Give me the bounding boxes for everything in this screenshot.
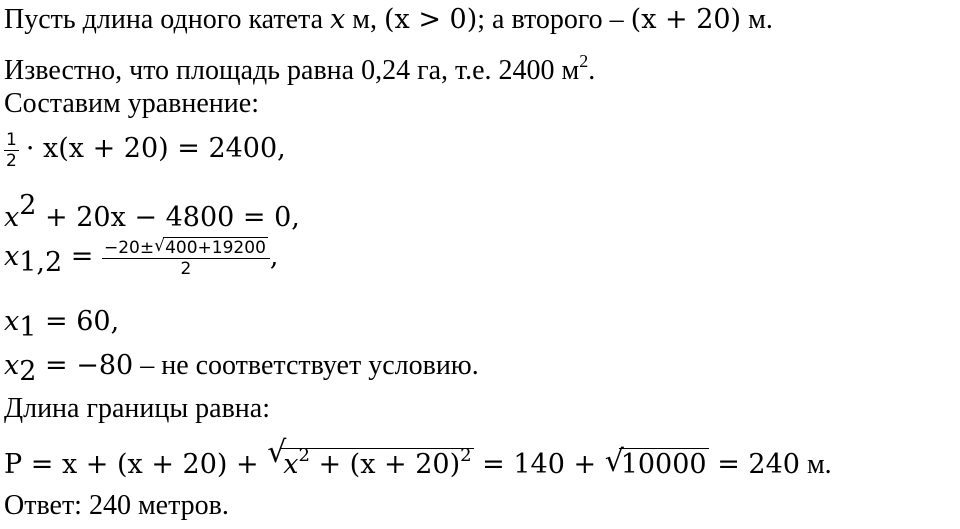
line-8-rest: = −80 — [36, 350, 134, 381]
line-8 — [4, 350, 479, 388]
line-6-num-a: −20± — [103, 238, 155, 258]
line-10-sqrt-1-body — [281, 445, 473, 480]
line-4-rest: · x(x + 20) = 2400, — [25, 132, 286, 164]
line-6-sqrt — [154, 238, 268, 258]
line-11-answer: Ответ: 240 метров. — [4, 490, 229, 521]
line-1-text-c: ; а второго – — [477, 4, 631, 35]
line-10-sqrt-b-sup: 2 — [460, 445, 472, 466]
line-2 — [4, 45, 595, 87]
line-1-var: x — [330, 4, 346, 35]
line-1-condition: (x > 0) — [384, 4, 478, 35]
line-1-text-a: Пусть длина одного катета — [4, 4, 324, 35]
line-3 — [4, 88, 259, 120]
line-6-sqrt-body: 400+19200 — [165, 238, 266, 258]
line-10-sqrt-2-body: 10000 — [620, 449, 707, 480]
line-1-expression: (x + 20) — [630, 4, 742, 35]
line-7-sub: 1 — [19, 312, 37, 343]
line-5-base: x — [4, 202, 20, 233]
line-4-fraction — [4, 130, 19, 171]
line-10-rhs: = 240 — [708, 449, 800, 480]
line-6-frac-num — [102, 238, 270, 258]
line-4-frac-den: 2 — [6, 151, 17, 171]
line-1-text-b: м, — [345, 4, 384, 35]
line-8-base: x — [4, 350, 20, 381]
line-4 — [4, 130, 286, 174]
line-7-base: x — [4, 306, 20, 337]
line-5-rest: + 20x − 4800 = 0, — [36, 202, 300, 233]
line-10 — [4, 435, 832, 481]
line-7-rest: = 60, — [36, 306, 120, 337]
line-10-sqrt-a: x — [283, 449, 299, 480]
line-6-tail: , — [269, 240, 279, 272]
line-10-sqrt-1 — [267, 435, 473, 481]
line-10-radical-sign-1: √ — [267, 435, 287, 470]
line-5-sup: 2 — [19, 190, 37, 221]
line-7 — [4, 306, 119, 344]
line-6-fraction — [102, 238, 270, 279]
line-9 — [4, 393, 270, 425]
line-2-text-b: . — [588, 55, 596, 86]
line-4-frac-num: 1 — [6, 130, 17, 150]
line-2-sup: 2 — [579, 51, 589, 71]
line-3-text: Составим уравнение: — [4, 88, 259, 119]
line-9-text: Длина границы равна: — [4, 393, 270, 424]
line-6-eq: = — [62, 240, 102, 272]
line-6-radical-sign: √ — [154, 236, 165, 256]
line-10-sqrt-b: + (x + 20) — [309, 449, 461, 480]
line-2-text-a: Известно, что площадь равна 0,24 га, т.е. 2400 м — [4, 55, 580, 86]
line-1-text-d: м. — [741, 4, 773, 35]
line-10-sqrt-a-sup: 2 — [298, 445, 310, 466]
line-8-text: – не соответствует условию. — [133, 350, 479, 381]
line-10-sqrt-2 — [604, 444, 709, 481]
line-1 — [4, 4, 773, 36]
line-6-frac-den: 2 — [102, 258, 270, 279]
line-11 — [4, 490, 229, 522]
line-8-sub: 2 — [19, 356, 37, 387]
line-10-unit: м. — [799, 449, 832, 480]
line-10-lhs: P = x + (x + 20) + — [4, 449, 268, 480]
line-10-mid: = 140 + — [473, 449, 605, 480]
line-6-lhs: x — [4, 240, 20, 272]
line-6-sub: 1,2 — [19, 246, 63, 278]
line-10-radical-sign-2: √ — [604, 444, 624, 479]
line-5 — [4, 190, 300, 234]
line-6 — [4, 238, 278, 294]
